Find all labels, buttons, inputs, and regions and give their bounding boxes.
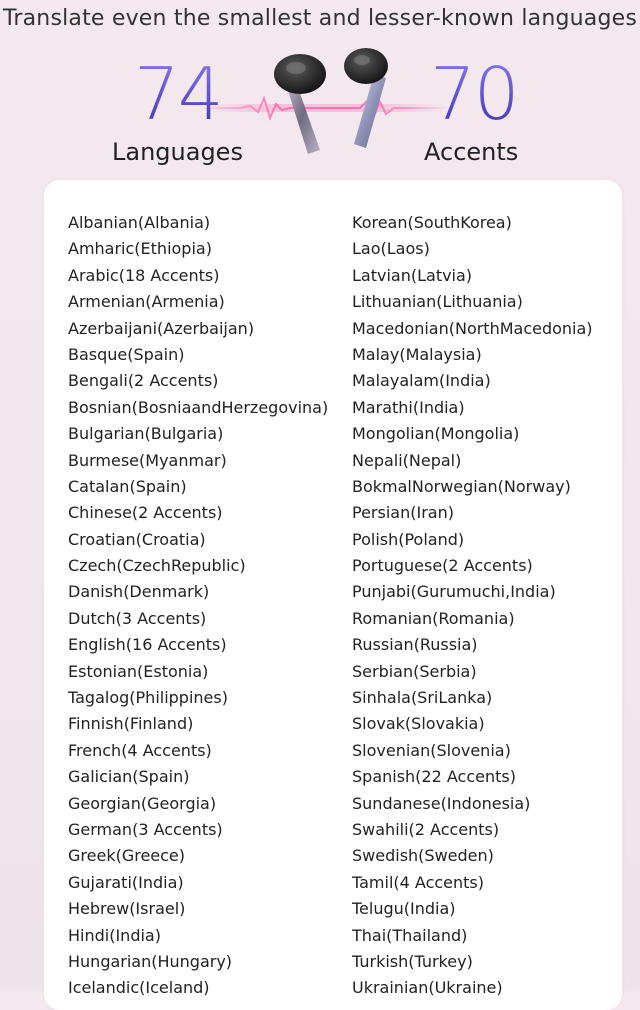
- language-item: Malayalam(India): [352, 371, 491, 391]
- language-item: Burmese(Myanmar): [68, 450, 227, 470]
- language-item: Hindi(India): [68, 925, 161, 945]
- language-item: Nepali(Nepal): [352, 450, 462, 470]
- language-item: Tagalog(Philippines): [68, 688, 228, 708]
- language-item: French(4 Accents): [68, 740, 212, 760]
- language-item: Azerbaijani(Azerbaijan): [68, 318, 255, 338]
- language-item: Georgian(Georgia): [68, 793, 217, 813]
- language-item: Lithuanian(Lithuania): [352, 292, 523, 312]
- language-item: Bengali(2 Accents): [68, 371, 219, 391]
- language-item: Greek(Greece): [68, 846, 186, 866]
- languages-list-left: [68, 210, 328, 1002]
- language-item: Albanian(Albania): [68, 213, 211, 232]
- language-item: Finnish(Finland): [68, 714, 194, 734]
- language-item: Macedonian(NorthMacedonia): [352, 318, 593, 338]
- languages-label: Languages: [112, 138, 243, 166]
- language-item: Polish(Poland): [352, 529, 465, 549]
- language-item: Swahili(2 Accents): [352, 819, 500, 839]
- language-item: Sinhala(SriLanka): [352, 688, 493, 708]
- language-item: Korean(SouthKorea): [352, 213, 512, 232]
- language-item: Spanish(22 Accents): [352, 767, 516, 787]
- stats-hero: [0, 40, 640, 180]
- language-item: German(3 Accents): [68, 819, 223, 839]
- language-item: Hungarian(Hungary): [68, 951, 233, 971]
- language-item: BokmalNorwegian(Norway): [352, 476, 571, 496]
- language-item: Armenian(Armenia): [68, 292, 225, 312]
- language-item: Arabic(18 Accents): [68, 265, 220, 285]
- language-item: Marathi(India): [352, 397, 465, 417]
- language-item: Thai(Thailand): [352, 925, 468, 945]
- language-item: Turkish(Turkey): [352, 951, 473, 971]
- language-item: Croatian(Croatia): [68, 529, 206, 549]
- language-item: Malay(Malaysia): [352, 344, 482, 364]
- language-item: Telugu(India): [352, 899, 456, 919]
- language-item: Slovenian(Slovenia): [352, 740, 511, 760]
- language-item: Bosnian(BosniaandHerzegovina): [68, 397, 329, 417]
- languages-count: 74: [134, 52, 222, 136]
- language-item: Galician(Spain): [68, 767, 190, 787]
- language-item: Slovak(Slovakia): [352, 714, 485, 734]
- language-item: Danish(Denmark): [68, 582, 210, 602]
- language-item: Punjabi(Gurumuchi,India): [352, 582, 556, 602]
- language-item: Estonian(Estonia): [68, 661, 209, 681]
- accents-count: 70: [430, 52, 518, 136]
- language-item: Hebrew(Israel): [68, 899, 186, 919]
- page-headline: Translate even the smallest and lesser-known languages: [2, 6, 638, 31]
- earbuds-image: [262, 44, 412, 156]
- language-item: Bulgarian(Bulgaria): [68, 424, 224, 444]
- language-item: Catalan(Spain): [68, 476, 187, 496]
- language-item: Dutch(3 Accents): [68, 608, 207, 628]
- language-item: Russian(Russia): [352, 635, 478, 655]
- language-item: Persian(Iran): [352, 503, 454, 523]
- language-item: Gujarati(India): [68, 872, 184, 892]
- language-item: Basque(Spain): [68, 344, 185, 364]
- language-item: Serbian(Serbia): [352, 661, 477, 681]
- language-item: Amharic(Ethiopia): [68, 239, 212, 259]
- language-item: English(16 Accents): [68, 635, 227, 655]
- language-item: Ukrainian(Ukraine): [352, 978, 503, 998]
- language-item: Latvian(Latvia): [352, 265, 473, 285]
- language-item: Portuguese(2 Accents): [352, 556, 533, 576]
- language-item: Icelandic(Iceland): [68, 978, 210, 998]
- accents-label: Accents: [424, 138, 519, 166]
- language-item: Sundanese(Indonesia): [352, 793, 531, 813]
- language-item: Lao(Laos): [352, 239, 430, 259]
- language-item: Czech(CzechRepublic): [68, 556, 246, 576]
- language-item: Romanian(Romania): [352, 608, 515, 628]
- languages-list-right: [352, 210, 593, 1002]
- language-item: Mongolian(Mongolia): [352, 424, 520, 444]
- language-item: Tamil(4 Accents): [352, 872, 485, 892]
- language-item: Chinese(2 Accents): [68, 503, 223, 523]
- language-item: Swedish(Sweden): [352, 846, 494, 866]
